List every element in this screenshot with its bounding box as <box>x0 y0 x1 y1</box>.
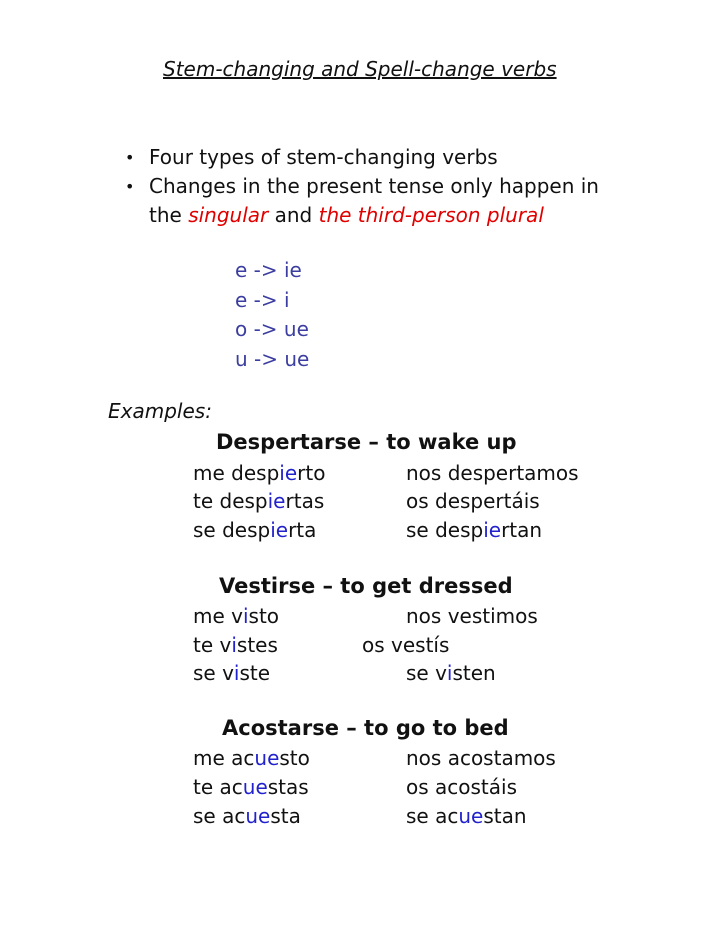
bullet-list <box>118 143 599 230</box>
stem-change-item: u -> ue <box>235 346 310 371</box>
conjugation-cell: os acostáis <box>406 775 517 799</box>
conjugation-cell: nos acostamos <box>406 746 556 770</box>
bullet-item <box>118 143 599 172</box>
stem-change-item: e -> i <box>235 287 290 312</box>
bullet-text: Changes in the present tense only happen in <box>149 174 599 198</box>
bullet-icon: • <box>125 177 135 196</box>
conjugation-cell: se visten <box>406 661 496 685</box>
conjugation-cell: os despertáis <box>406 489 540 513</box>
verb-title: Despertarse – to wake up <box>216 430 517 454</box>
stem-change-list <box>235 256 309 374</box>
examples-label: Examples: <box>108 399 212 423</box>
conjugation-cell: se despiertan <box>406 518 543 542</box>
conjugation-cell: te vistes <box>193 633 278 657</box>
verb-title: Acostarse – to go to bed <box>222 716 509 740</box>
conjugation-cell: me despierto <box>193 461 326 485</box>
conjugation-cell: os vestís <box>362 633 450 657</box>
conjugation-cell: nos despertamos <box>406 461 579 485</box>
conjugation-cell: me visto <box>193 604 280 628</box>
page-title: Stem-changing and Spell-change verbs <box>163 57 557 81</box>
stem-change-item: o -> ue <box>235 317 309 341</box>
conjugation-cell: se acuesta <box>193 804 301 828</box>
bullet-item <box>118 172 599 230</box>
conjugation-cell: se viste <box>193 661 271 685</box>
bullet-text: Four types of stem-changing verbs <box>149 145 498 169</box>
conjugation-cell: te acuestas <box>193 775 309 799</box>
conjugation-cell: nos vestimos <box>406 604 538 628</box>
conjugation-cell: me acuesto <box>193 746 310 770</box>
conjugation-cell: te despiertas <box>193 489 325 513</box>
bullet-text: the <box>149 203 182 227</box>
stem-change-item: e -> ie <box>235 258 302 282</box>
conjugation-cell: se despierta <box>193 518 317 542</box>
verb-title: Vestirse – to get dressed <box>219 574 513 598</box>
conjugation-cell: se acuestan <box>406 804 527 828</box>
emphasis-singular: singular <box>188 203 269 227</box>
bullet-icon: • <box>125 148 135 167</box>
bullet-text: and <box>274 203 313 227</box>
emphasis-third-person: the third-person plural <box>318 203 544 227</box>
